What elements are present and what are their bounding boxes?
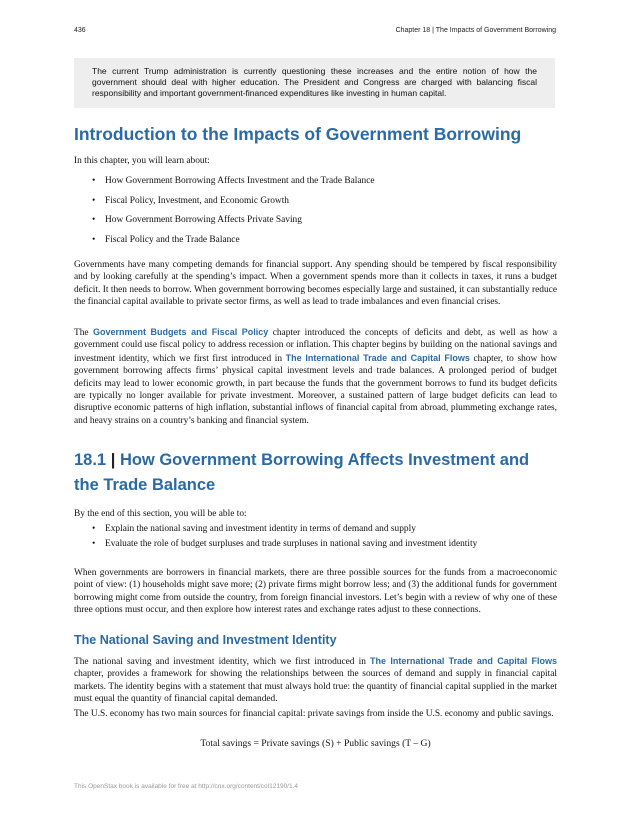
intro-paragraph-2 [74, 326, 557, 427]
page-number: 436 [74, 27, 86, 34]
list-item: • Fiscal Policy, Investment, and Economic Growth [92, 195, 375, 215]
subsection-heading: The National Saving and Investment Identity [74, 633, 337, 647]
chapter-topics-list [92, 175, 375, 253]
text-run: chapter, provides a framework for showing the relationships between the sources of demand and supply in financial capital markets. The identity begins with a statement that must always hold true: the quantity of financial capital supplied in the market must equal the quantity of financial capital demanded. [74, 669, 557, 705]
list-item: • Fiscal Policy and the Trade Balance [92, 234, 375, 254]
intro-lead: In this chapter, you will learn about: [74, 156, 210, 166]
link-international-trade-capital-flows[interactable]: The International Trade and Capital Flows [370, 656, 557, 666]
objectives-lead: By the end of this section, you will be able to: [74, 509, 247, 519]
text-run: The national saving and investment identity, which we first introduced in [74, 657, 371, 667]
subsection-paragraph-1 [74, 655, 557, 706]
section-paragraph-1: When governments are borrowers in financial markets, there are three possible sources for the funds from a macroeconomic point of view: (1) households might save more; (2) private firms might borrow less; and (3) the additional funds for government borrowing might come from outside the country, from foreign financial investors. Let’s begin with a review of why one of these three options must occur, and then explore how interest rates and exchange rates adjust to these connections. [74, 568, 557, 616]
learning-objectives-list [92, 523, 477, 553]
note-box [74, 58, 555, 108]
list-item: • How Government Borrowing Affects Private Saving [92, 214, 375, 234]
list-item: • Explain the national saving and investment identity in terms of demand and supply [92, 523, 477, 538]
total-savings-equation: Total savings = Private savings (S) + Public savings (T – G) [200, 738, 431, 749]
subsection-paragraph-2: The U.S. economy has two main sources for financial capital: private savings from inside the U.S. economy and public savings. [74, 709, 554, 719]
list-item: • How Government Borrowing Affects Investment and the Trade Balance [92, 175, 375, 195]
page-footer: This OpenStax book is available for free at http://cnx.org/content/col12190/1.4 [74, 783, 299, 790]
section-number: 18.1 [74, 451, 107, 469]
list-item: • Evaluate the role of budget surpluses and trade surpluses in national saving and investment identity [92, 538, 477, 553]
text-run: chapter introduced the concepts of deficits and debt, as well as how a government could use fiscal policy to address recession or inflation. This chapter begins by building on the national savings and investment identity, which we first first introduced in [74, 328, 557, 364]
section-title: How Government Borrowing Affects Investment and the Trade Balance [74, 451, 530, 494]
intro-paragraph-1: Governments have many competing demands for financial support. Any spending should be tempered by fiscal responsibility and by looking carefully at the spending’s impact. When a government spends more than it collects in taxes, it runs a budget deficit. It then needs to borrow. When government borrowing becomes especially large and sustained, it can substantially reduce the financial capital available to private sector firms, as well as lead to trade imbalances and even financial crises. [74, 260, 557, 308]
link-government-budgets-fiscal-policy[interactable]: Government Budgets and Fiscal Policy [92, 327, 269, 337]
note-text: The current Trump administration is currently questioning these increases and the entire notion of how the government should deal with higher education. The President and Congress are charged with balancing fiscal responsibility and important government-financed expenditures like investing in human capital. [92, 66, 537, 98]
intro-heading: Introduction to the Impacts of Government Borrowing [74, 124, 522, 144]
link-international-trade-capital-flows[interactable]: The International Trade and Capital Flows [285, 352, 470, 363]
section-heading [74, 448, 544, 498]
chapter-title: Chapter 18 | The Impacts of Government Borrowing [395, 27, 556, 34]
text-run: The [74, 328, 93, 338]
section-separator: | [110, 451, 116, 469]
text-run: chapter, to show how government borrowing affects firms’ physical capital investment levels and trade balances. A prolonged period of budget deficits may lead to lower economic growth, in part because the funds that the government borrows to fund its budget deficits are typically no longer available for private investment. Moreover, a sustained pattern of large budget deficits can lead to disruptive economic patterns of high inflation, substantial inflows of financial capital from abroad, plummeting exchange rates, and heavy strains on a country’s banking and financial system. [74, 353, 557, 426]
